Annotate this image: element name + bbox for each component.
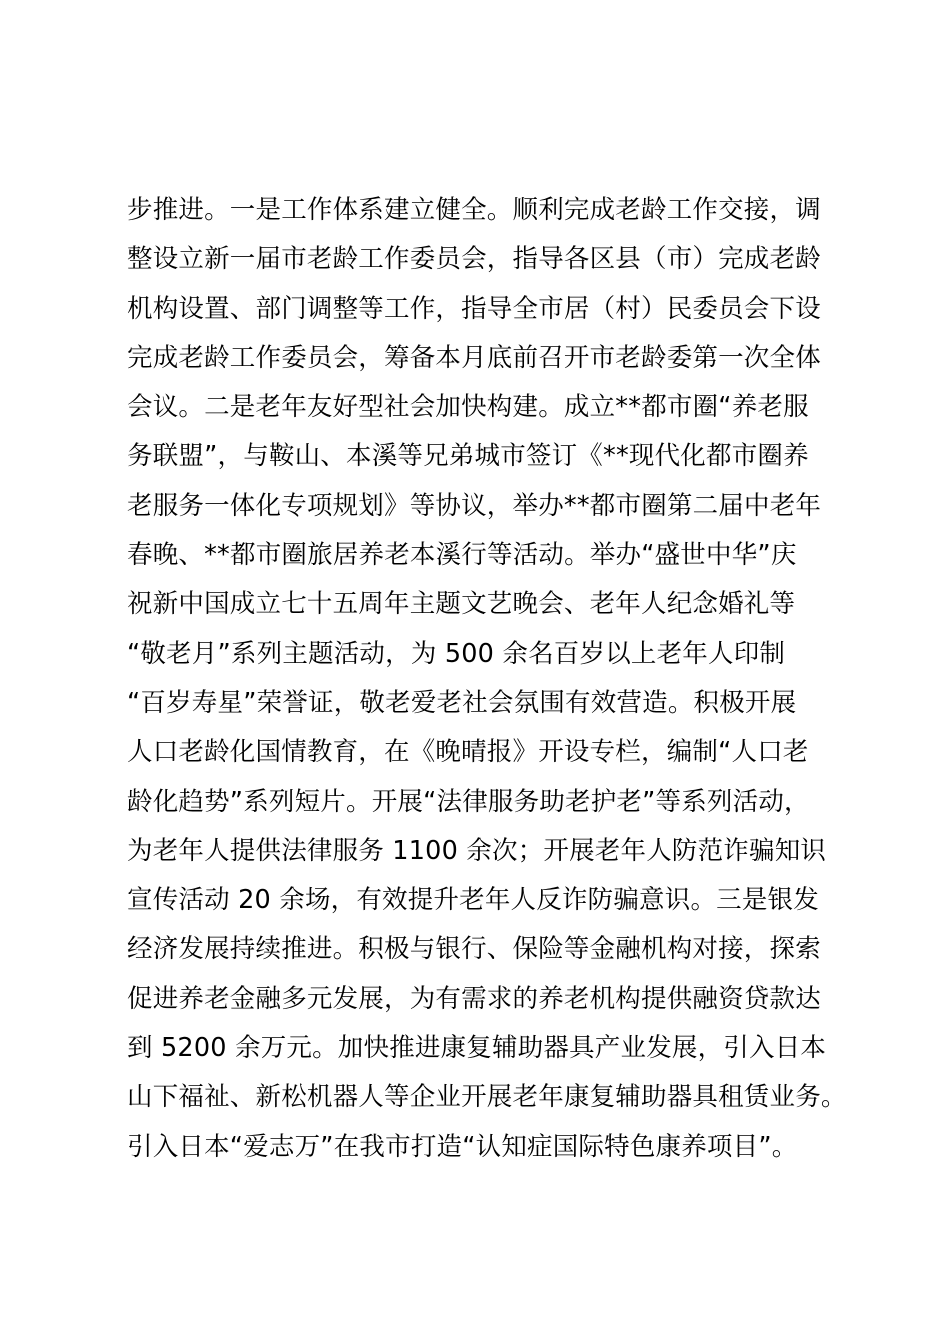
text-line: 宣传活动 20 余场，有效提升老年人反诈防骗意识。三是银发 [127, 885, 819, 916]
text-line: 到 5200 余万元。加快推进康复辅助器具产业发展，引入日本 [127, 1033, 827, 1064]
text-line: 经济发展持续推进。积极与银行、保险等金融机构对接，探索 [127, 934, 821, 965]
text-line: 龄化趋势”系列短片。开展“法律服务助老护老”等系列活动， [127, 786, 810, 817]
text-line: 完成老龄工作委员会，筹备本月底前召开市老龄委第一次全体 [127, 342, 821, 373]
text-line: 祝新中国成立七十五周年主题文艺晚会、老年人纪念婚礼等 [127, 589, 796, 620]
text-line: 步推进。一是工作体系建立健全。顺利完成老龄工作交接，调 [127, 195, 821, 225]
text-line: 人口老龄化国情教育，在《晚晴报》开设专栏，编制“人口老 [127, 737, 809, 768]
text-line: 整设立新一届市老龄工作委员会，指导各区县（市）完成老龄 [127, 244, 821, 275]
text-line: 务联盟”，与鞍山、本溪等兄弟城市签订《**现代化都市圈养 [127, 441, 809, 472]
text-line: 春晚、**都市圈旅居养老本溪行等活动。举办“盛世中华”庆 [127, 540, 797, 571]
text-line: 老服务一体化专项规划》等协议，举办**都市圈第二届中老年 [127, 490, 822, 521]
text-line: 会议。二是老年友好型社会加快构建。成立**都市圈“养老服 [127, 392, 809, 423]
text-line: “百岁寿星”荣誉证，敬老爱老社会氛围有效营造。积极开展 [127, 687, 797, 718]
text-line: “敬老月”系列主题活动，为 500 余名百岁以上老年人印制 [127, 638, 786, 669]
text-line: 机构设置、部门调整等工作，指导全市居（村）民委员会下设 [127, 293, 821, 324]
text-line: 山下福祉、新松机器人等企业开展老年康复辅助器具租赁业务。 [127, 1082, 847, 1113]
body-paragraph [127, 186, 867, 1172]
text-line: 促进养老金融多元发展，为有需求的养老机构提供融资贷款达 [127, 983, 821, 1014]
text-line: 引入日本“爱志万”在我市打造“认知症国际特色康养项目”。 [127, 1131, 798, 1162]
text-line: 为老年人提供法律服务 1100 余次；开展老年人防范诈骗知识 [127, 835, 827, 866]
